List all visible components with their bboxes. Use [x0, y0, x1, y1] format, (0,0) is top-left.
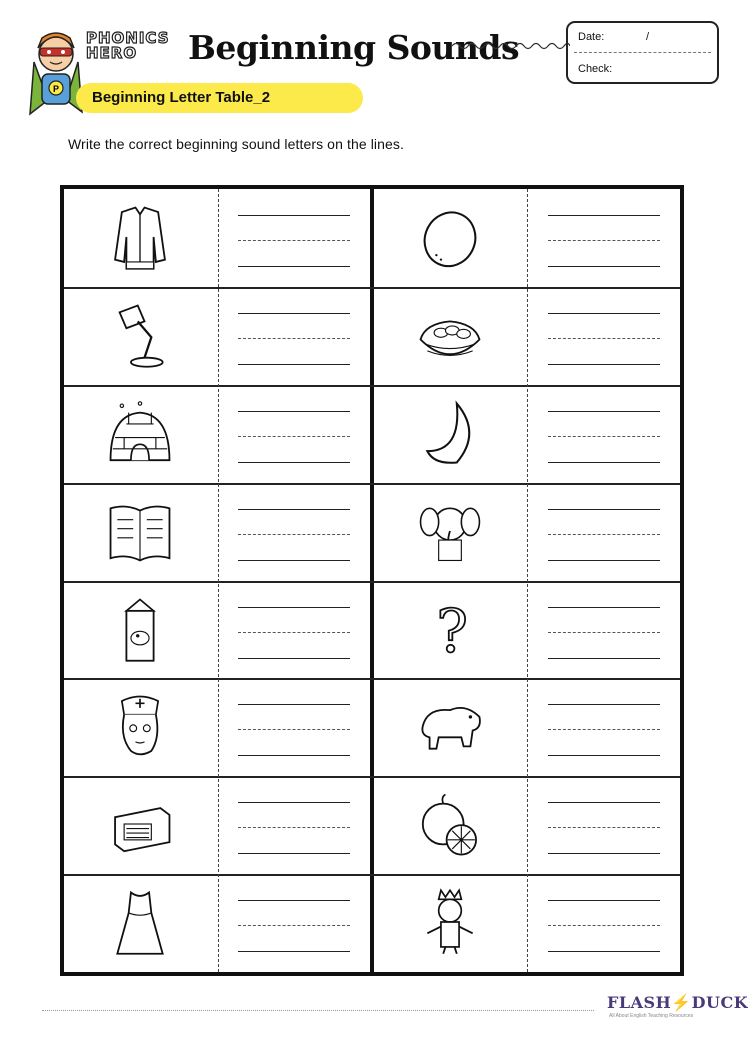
worksheet-table: [60, 185, 684, 976]
writing-line-top[interactable]: [548, 802, 660, 803]
writing-line-middle[interactable]: [548, 240, 660, 241]
dress-icon: [106, 886, 174, 958]
writing-line-middle[interactable]: [548, 925, 660, 926]
writing-line-middle[interactable]: [238, 729, 350, 730]
writing-line-top[interactable]: [548, 215, 660, 216]
writing-line-middle[interactable]: [238, 436, 350, 437]
writing-line-middle[interactable]: [548, 534, 660, 535]
writing-line-top[interactable]: [548, 313, 660, 314]
writing-line-bottom[interactable]: [548, 658, 660, 659]
writing-line-middle[interactable]: [238, 827, 350, 828]
writing-line-middle[interactable]: [548, 338, 660, 339]
writing-line-middle[interactable]: [238, 925, 350, 926]
igloo-icon: [106, 397, 174, 469]
writing-line-bottom[interactable]: [548, 462, 660, 463]
logo-line2: HERO: [86, 44, 138, 62]
row-divider: [64, 385, 680, 387]
date-check-box: [566, 21, 719, 84]
svg-text:?: ?: [436, 596, 468, 665]
writing-line-middle[interactable]: [548, 729, 660, 730]
writing-line-middle[interactable]: [548, 436, 660, 437]
jacket-icon: [106, 201, 174, 273]
notebook-icon: [106, 495, 174, 567]
brand-part2: DUCK: [691, 993, 748, 1012]
milk-carton-icon: [106, 593, 174, 665]
writing-line-top[interactable]: [238, 802, 350, 803]
decorative-squiggle-icon: [452, 40, 570, 52]
column-dashed-divider: [218, 189, 219, 972]
writing-line-top[interactable]: [238, 411, 350, 412]
writing-line-bottom[interactable]: [238, 462, 350, 463]
flashduck-logo: [607, 993, 748, 1012]
page-title: Beginning Sounds: [188, 28, 520, 67]
elephant-icon: [416, 495, 484, 567]
writing-line-top[interactable]: [548, 704, 660, 705]
lemon-icon: [416, 201, 484, 273]
row-divider: [64, 287, 680, 289]
writing-line-bottom[interactable]: [238, 755, 350, 756]
lamp-icon: [106, 299, 174, 371]
writing-line-bottom[interactable]: [238, 853, 350, 854]
writing-line-middle[interactable]: [238, 338, 350, 339]
writing-line-top[interactable]: [238, 215, 350, 216]
writing-line-top[interactable]: [548, 411, 660, 412]
svg-text:P: P: [53, 84, 60, 94]
moon-icon: [416, 397, 484, 469]
writing-line-bottom[interactable]: [548, 560, 660, 561]
writing-line-middle[interactable]: [238, 534, 350, 535]
row-divider: [64, 874, 680, 876]
column-dashed-divider: [527, 189, 528, 972]
brand-tagline: All About English Teaching Resources: [609, 1013, 694, 1019]
instructions: Write the correct beginning sound letters on the lines.: [68, 136, 404, 152]
subtitle-banner: Beginning Letter Table_2: [76, 83, 363, 113]
writing-line-top[interactable]: [238, 704, 350, 705]
writing-line-middle[interactable]: [238, 632, 350, 633]
writing-line-bottom[interactable]: [548, 853, 660, 854]
toaster-icon: [106, 788, 174, 860]
check-label: Check:: [578, 63, 613, 75]
writing-line-top[interactable]: [548, 607, 660, 608]
writing-line-middle[interactable]: [548, 632, 660, 633]
writing-line-top[interactable]: [238, 509, 350, 510]
writing-line-top[interactable]: [238, 607, 350, 608]
row-divider: [64, 581, 680, 583]
date-slash: /: [646, 31, 650, 43]
row-divider: [64, 483, 680, 485]
writing-line-bottom[interactable]: [238, 266, 350, 267]
writing-line-top[interactable]: [548, 900, 660, 901]
writing-line-bottom[interactable]: [548, 266, 660, 267]
brand-part1: FLASH: [607, 993, 672, 1012]
footer-divider: [42, 1010, 594, 1011]
writing-line-bottom[interactable]: [238, 364, 350, 365]
date-label: Date:: [578, 31, 605, 43]
phonics-hero-logo: [86, 26, 186, 70]
superhero-mascot-icon: [28, 22, 84, 118]
logo-line1: PHONICS: [86, 29, 170, 47]
writing-line-bottom[interactable]: [548, 951, 660, 952]
writing-line-bottom[interactable]: [238, 951, 350, 952]
date-divider: [574, 52, 711, 53]
writing-line-bottom[interactable]: [238, 658, 350, 659]
nest-icon: [416, 299, 484, 371]
row-divider: [64, 776, 680, 778]
writing-line-bottom[interactable]: [238, 560, 350, 561]
writing-line-bottom[interactable]: [548, 755, 660, 756]
hippo-icon: [416, 690, 484, 762]
question-mark-icon: [416, 593, 484, 665]
orange-icon: [416, 788, 484, 860]
king-icon: [416, 886, 484, 958]
writing-line-top[interactable]: [238, 313, 350, 314]
writing-line-middle[interactable]: [238, 240, 350, 241]
row-divider: [64, 678, 680, 680]
nurse-icon: [106, 690, 174, 762]
writing-line-bottom[interactable]: [548, 364, 660, 365]
writing-line-top[interactable]: [238, 900, 350, 901]
lightning-icon: ⚡: [671, 993, 692, 1012]
writing-line-top[interactable]: [548, 509, 660, 510]
writing-line-middle[interactable]: [548, 827, 660, 828]
